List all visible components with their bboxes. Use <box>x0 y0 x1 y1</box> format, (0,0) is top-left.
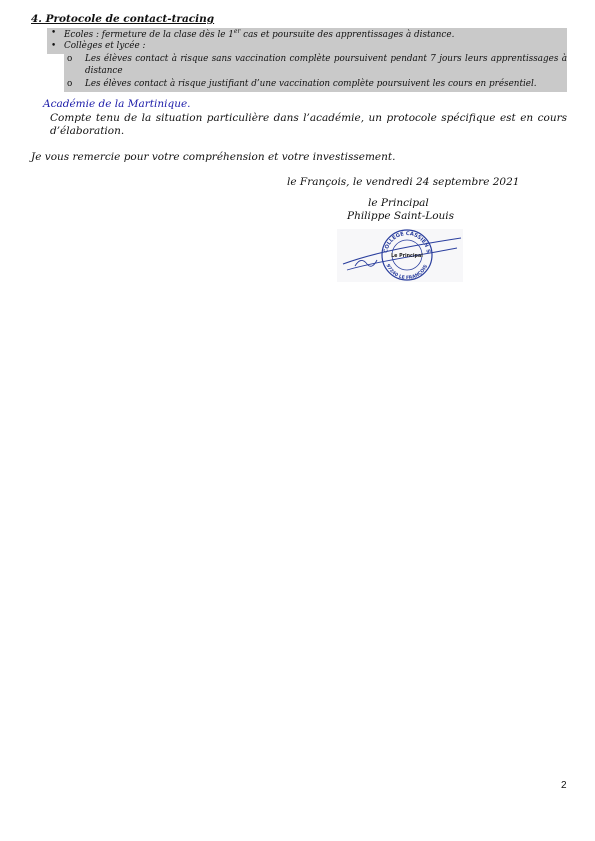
place-date: le François, le vendredi 24 septembre 2021 <box>287 176 520 188</box>
list-item <box>47 41 567 54</box>
section-heading: 4. Protocole de contact-tracing <box>31 13 215 25</box>
paragraph-line: Compte tenu de la situation particulière dans l’académie, un protocole spécifique est en cours <box>50 112 567 124</box>
academy-paragraph <box>50 112 567 138</box>
stamp-text-top: COLLÈGE CASSIEN S <box>383 230 431 254</box>
closing-sentence: Je vous remercie pour votre compréhension et votre investissement. <box>31 151 396 163</box>
list-item <box>64 54 567 79</box>
bullet-symbol: • <box>51 41 57 51</box>
academy-title: Académie de la Martinique. <box>43 98 191 110</box>
bullet-text-part: Ecoles : fermeture de la clase dès le 1 <box>64 29 234 40</box>
sub-bullet-line: Les élèves contact à risque sans vaccination complète poursuivent pendant 7 jours leurs apprentissages à <box>85 54 567 64</box>
list-item <box>47 28 567 41</box>
official-stamp <box>335 226 465 284</box>
sub-bullet-text <box>85 54 567 77</box>
sub-bullet-symbol: o <box>67 54 73 64</box>
bullet-superscript: er <box>233 28 241 35</box>
bullet-text <box>64 28 454 40</box>
signatory-role: le Principal <box>368 197 429 209</box>
sub-bullet-line: distance <box>85 65 123 76</box>
stamp-icon <box>335 226 465 284</box>
signatory-name: Philippe Saint-Louis <box>347 210 455 222</box>
sub-bullet-symbol: o <box>67 79 73 89</box>
list-item <box>64 79 567 92</box>
bullet-text-part: cas et poursuite des apprentissages à distance. <box>240 29 455 40</box>
bullet-symbol: • <box>51 28 57 38</box>
bullet-text: Collèges et lycée : <box>64 41 146 51</box>
stamp-text-center: Le Principal <box>391 254 423 259</box>
sub-bullet-text: Les élèves contact à risque justifiant d’une vaccination complète poursuivent les cours en présentiel. <box>85 79 537 89</box>
page-number: 2 <box>561 780 567 791</box>
paragraph-line: d’élaboration. <box>50 125 125 137</box>
stamp-text-bottom: 97240 LE FRANÇOIS <box>384 263 430 282</box>
